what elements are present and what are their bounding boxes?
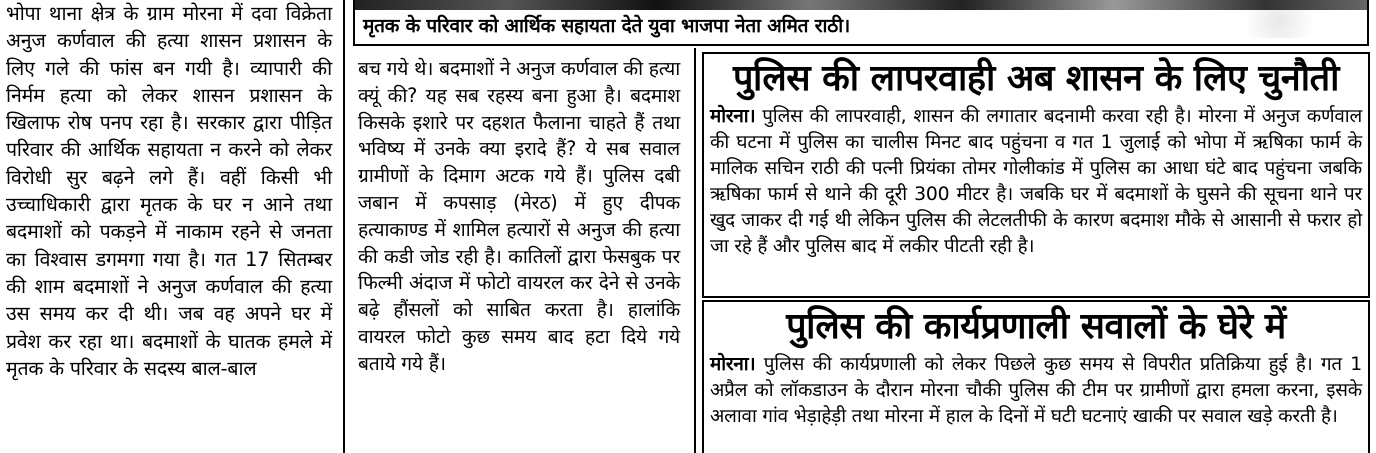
- story-box-police-negligence: [702, 52, 1370, 298]
- story-body: [704, 352, 1368, 430]
- story-text: पुलिस की कार्यप्रणाली को लेकर पिछले कुछ समय से विपरीत प्रतिक्रिया हुई है। गत 1 अप्रैल को लॉकडाउन के दौरान मोरना चौकी पुलिस की टीम पर ग्रामीणों द्वारा हमला करना, इसके अलावा गांव भेड़ाहेड़ी तथा मोरना में हाल के दिनों में घटी घटनाएं खाकी पर सवाल खड़े करती है।: [710, 354, 1362, 427]
- page-edge: [1370, 0, 1376, 453]
- dateline: मोरना।: [710, 106, 756, 127]
- photo-strip: [355, 0, 1367, 10]
- story-text: पुलिस की लापरवाही, शासन की लगातार बदनामी करवा रही है। मोरना में अनुज कर्णवाल की घटना में पुलिस का चालीस मिनट बाद पहुंचना व गत 1 जुलाई को भोपा में ऋषिका फार्म के मालिक सचिन राठी की पत्नी प्रियंका तोमर गोलीकांड में पुलिस का आधा घंटे बाद पहुंचना जबकि ऋषिका फार्म से थाने की दूरी 300 मीटर है। जबकि घर में बदमाशों के घुसने की सूचना थाने पर खुद जाकर दी गई थी लेकिन पुलिस की लेटलतीफी के कारण बदमाश मौके से आसानी से फरार हो जा रहे हैं और पुलिस बाद में लकीर पीटती रही है।: [710, 106, 1362, 257]
- dateline: मोरना।: [710, 354, 756, 375]
- column-divider: [694, 48, 696, 453]
- story-headline: पुलिस की लापरवाही अब शासन के लिए चुनौती: [733, 58, 1339, 99]
- story-headline: पुलिस की कार्यप्रणाली सवालों के घेरे में: [786, 306, 1286, 347]
- photo-caption-box: [353, 0, 1369, 46]
- story-body: [704, 104, 1368, 260]
- column-left-article: [0, 0, 340, 453]
- photo-fragment: [1247, 10, 1327, 38]
- article-text-middle: बच गये थे। बदमाशों ने अनुज कर्णवाल की हत्या क्यूं की? यह सब रहस्य बना हुआ है। बदमाश किसके इशारे पर दहशत फैलाना चाहते हैं तथा भविष्य में उनके क्या इरादे हैं? ये सब सवाल ग्रामीणों के दिमाग अटक गये हैं। पुलिस दबी जबान में कपसाड़ (मेरठ) में हुए दीपक हत्याकाण्ड में शामिल हत्यारों से अनुज की हत्या की कडी जोड रही है। कातिलों द्वारा फेसबुक पर फिल्मी अंदाज में फोटो वायरल कर देने से उनके बढ़े हौंसलों को साबित करता है। हालांकि वायरल फोटो कुछ समय बाद हटा दिये गये बताये गये हैं।: [358, 57, 681, 375]
- photo-caption: मृतक के परिवार को आर्थिक सहायता देते युवा भाजपा नेता अमित राठी।: [363, 15, 850, 37]
- column-middle-article: [352, 56, 686, 453]
- article-text-left: भोपा थाना क्षेत्र के ग्राम मोरना में दवा विक्रेता अनुज कर्णवाल की हत्या शासन प्रशासन के लिए गले की फांस बन गयी है। व्यापारी की निर्मम हत्या को लेकर शासन प्रशासन के खिलाफ रोष पनप रहा है। सरकार द्वारा पीड़ित परिवार की आर्थिक सहायता न करने को लेकर विरोधी सुर बढ़ने लगे हैं। वहीं किसी भी उच्चाधिकारी द्वारा मृतक के घर न आने तथा बदमाशों को पकड़ने में नाकाम रहने से जनता का विश्वास डगमगा गया है। गत 17 सितम्बर की शाम बदमाशों ने अनुज कर्णवाल की हत्या उस समय कर दी थी। जब वह अपने घर में प्रवेश कर रहा था। बदमाशों के घातक हमले में मृतक के परिवार के सदस्य बाल-बाल: [6, 2, 332, 380]
- story-box-police-functioning: [702, 300, 1370, 453]
- column-divider: [343, 0, 345, 453]
